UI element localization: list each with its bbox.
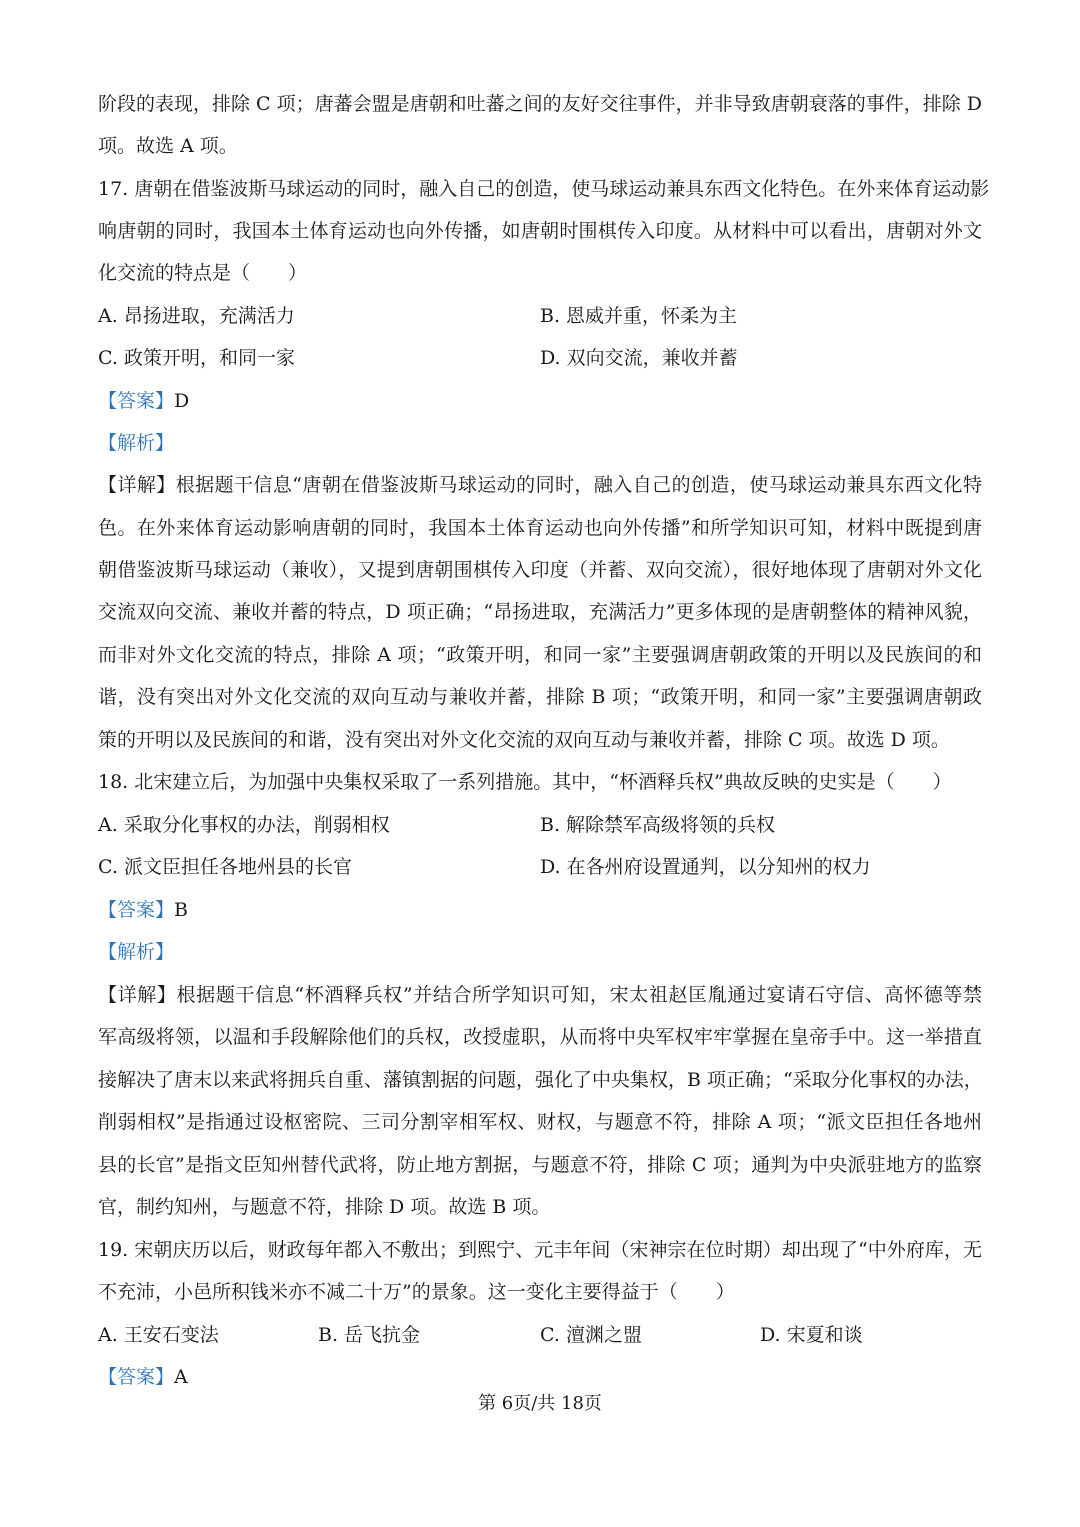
answer-tag: 【答案】: [98, 899, 175, 921]
option-c: C. 政策开明，和同一家: [98, 347, 295, 369]
option-a: A. 王安石变法: [98, 1324, 219, 1346]
question-17-stem: 17. 唐朝在借鉴波斯马球运动的同时，融入自己的创造，使马球运动兼具东西文化特色。在外来体育运动影: [98, 178, 990, 200]
detail-line: 削弱相权”是指通过设枢密院、三司分割宰相军权、财权，与题意不符，排除 A 项；“派文臣担任各地州: [98, 1111, 982, 1133]
option-c: C. 澶渊之盟: [540, 1324, 642, 1346]
option-d: D. 在各州府设置通判，以分知州的权力: [540, 856, 871, 878]
analysis-line: [98, 428, 982, 458]
answer-value: D: [174, 390, 190, 412]
answer-line: [98, 895, 982, 925]
detail-line: 交流双向交流、兼收并蓄的特点，D 项正确；“昂扬进取，充满活力”更多体现的是唐朝整体的精神风貌，: [98, 601, 982, 623]
answer-value: A: [174, 1366, 188, 1388]
option-a: A. 昂扬进取，充满活力: [98, 305, 295, 327]
question-19-stem: 不充沛，小邑所积钱米亦不减二十万”的景象。这一变化主要得益于（ ）: [98, 1281, 735, 1303]
analysis-tag: 【解析】: [98, 432, 175, 454]
paragraph-line: 项。故选 A 项。: [98, 135, 238, 157]
detail-tag: 【详解】: [98, 474, 176, 496]
detail-line: 官，制约知州，与题意不符，排除 D 项。故选 B 项。: [98, 1196, 551, 1218]
answer-line: [98, 386, 982, 416]
detail-text: 根据题干信息“唐朝在借鉴波斯马球运动的同时，融入自己的创造，使马球运动兼具东西文化特: [175, 474, 982, 496]
detail-line: 接解决了唐末以来武将拥兵自重、藩镇割据的问题，强化了中央集权，B 项正确；“采取分化事权的办法，: [98, 1069, 983, 1091]
detail-line: 谐，没有突出对外文化交流的双向互动与兼收并蓄，排除 B 项；“政策开明，和同一家”主要强调唐朝政: [98, 686, 982, 708]
option-d: D. 宋夏和谈: [760, 1324, 863, 1346]
option-b: B. 解除禁军高级将领的兵权: [540, 814, 776, 836]
question-17-stem: 化交流的特点是（ ）: [98, 262, 308, 284]
analysis-line: [98, 937, 982, 967]
option-a: A. 采取分化事权的办法，削弱相权: [98, 814, 390, 836]
option-b: B. 恩威并重，怀柔为主: [540, 305, 738, 327]
detail-line: [98, 980, 982, 1010]
detail-line: [98, 470, 982, 500]
option-c: C. 派文臣担任各地州县的长官: [98, 856, 352, 878]
detail-tag: 【详解】: [98, 984, 177, 1006]
option-b: B. 岳飞抗金: [318, 1324, 421, 1346]
answer-tag: 【答案】: [98, 390, 175, 412]
detail-line: 策的开明以及民族间的和谐，没有突出对外文化交流的双向互动与兼收并蓄，排除 C 项。故选 D 项。: [98, 729, 950, 751]
answer-tag: 【答案】: [98, 1366, 175, 1388]
analysis-tag: 【解析】: [98, 941, 175, 963]
question-17-stem: 响唐朝的同时，我国本土体育运动也向外传播，如唐朝时围棋传入印度。从材料中可以看出，唐朝对外文: [98, 220, 982, 242]
detail-line: 朝借鉴波斯马球运动（兼收），又提到唐朝围棋传入印度（并蓄、双向交流），很好地体现了唐朝对外文化: [98, 559, 982, 581]
detail-line: 而非对外文化交流的特点，排除 A 项；“政策开明，和同一家”主要强调唐朝政策的开明以及民族间的和: [98, 644, 982, 666]
question-18-stem: 18. 北宋建立后，为加强中央集权采取了一系列措施。其中，“杯酒释兵权”典故反映的史实是（ ）: [98, 771, 952, 793]
paragraph-line: 阶段的表现，排除 C 项；唐蕃会盟是唐朝和吐蕃之间的友好交往事件，并非导致唐朝衰落的事件，排除 D: [98, 93, 982, 115]
answer-value: B: [174, 899, 188, 921]
question-19-stem: 19. 宋朝庆历以后，财政每年都入不敷出；到熙宁、元丰年间（宋神宗在位时期）却出现了“中外府库，无: [98, 1239, 982, 1261]
answer-line: [98, 1362, 982, 1392]
page-number: 第 6页/共 18页: [478, 1393, 602, 1414]
option-d: D. 双向交流，兼收并蓄: [540, 347, 738, 369]
detail-line: 军高级将领，以温和手段解除他们的兵权，改授虚职，从而将中央军权牢牢掌握在皇帝手中。这一举措直: [98, 1026, 982, 1048]
detail-text: 根据题干信息“杯酒释兵权”并结合所学知识可知，宋太祖赵匡胤通过宴请石守信、高怀德等禁: [176, 984, 982, 1006]
detail-line: 县的长官”是指文臣知州替代武将，防止地方割据，与题意不符，排除 C 项；通判为中央派驻地方的监察: [98, 1154, 982, 1176]
detail-line: 色。在外来体育运动影响唐朝的同时，我国本土体育运动也向外传播”和所学知识可知，材料中既提到唐: [98, 517, 982, 539]
